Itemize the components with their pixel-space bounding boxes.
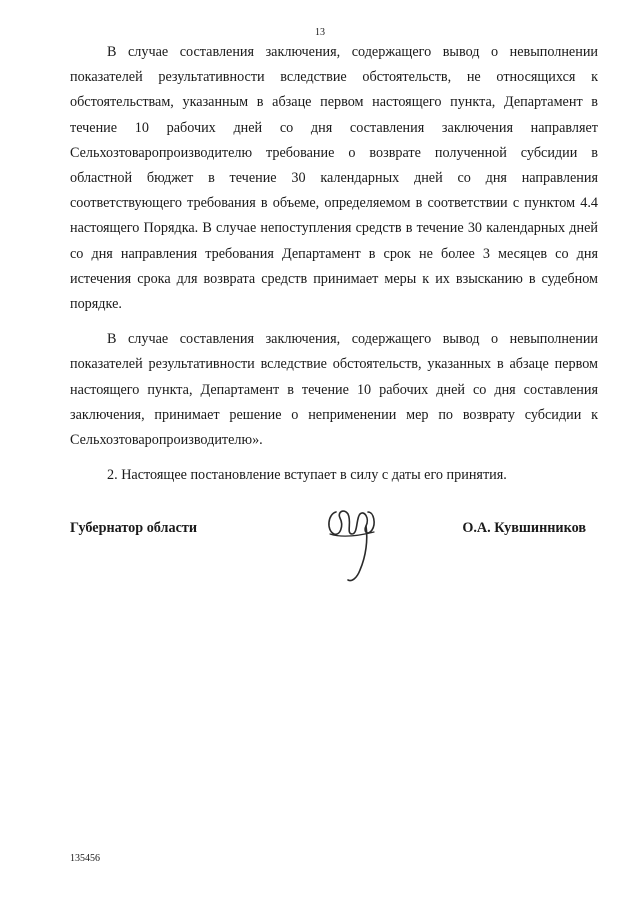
- page-number: 13: [315, 27, 325, 38]
- document-body: [70, 40, 598, 498]
- document-code: 135456: [70, 853, 100, 864]
- signature-block: [70, 500, 598, 590]
- signatory-name: О.А. Кувшинников: [462, 520, 586, 536]
- signatory-title: Губернатор области: [70, 520, 198, 536]
- paragraph-refund-requirement: В случае составления заключения, содержащего вывод о невыполнении показателей результативности вследствие обстоятельств, не относящихся к обстоятельствам, указанным в абзаце первом настоящего пункта, Департамент в течение 10 рабочих дней со дня составления заключения направляет Сельхозтоваропроизводителю требование о возврате полученной субсидии в областной бюджет в течение 30 календарных дней со дня направления соответствующего требования в объеме, определяемом в соответствии с пунктом 4.4 настоящего Порядка. В случае непоступления средств в течение 30 календарных дней со дня направления требования Департамент в срок не более 3 месяцев со дня истечения срока для возврата средств принимает меры к их взысканию в судебном порядке.: [70, 44, 598, 313]
- handwritten-signature: [322, 500, 382, 588]
- paragraph-effective-date: 2. Настоящее постановление вступает в силу с даты его принятия.: [107, 467, 507, 484]
- paragraph-no-refund-decision: В случае составления заключения, содержащего вывод о невыполнении показателей результативности вследствие обстоятельств, указанных в абзаце первом настоящего пункта, Департамент в течение 10 рабочих дней со дня составления заключения, принимает решение о неприменении мер по возврату субсидии к Сельхозтоваропроизводителю».: [70, 331, 598, 449]
